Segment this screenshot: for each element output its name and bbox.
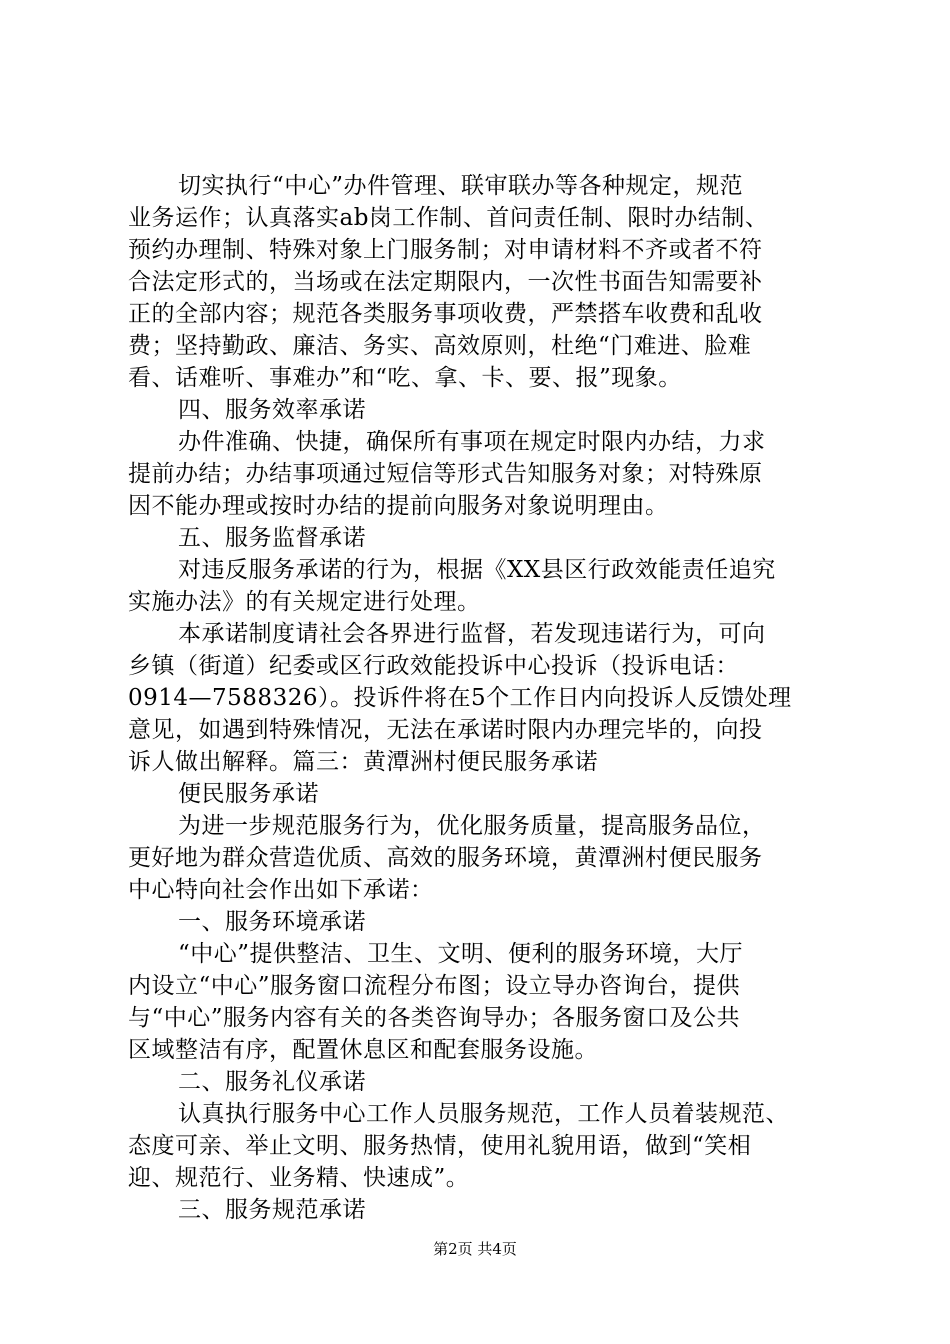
text-line: 为进一步规范服务行为，优化服务质量，提高服务品位， xyxy=(178,813,766,839)
text-line: 费；坚持勤政、廉洁、务实、高效原则，杜绝“门难进、脸难 xyxy=(128,333,752,359)
text-line: 四、服务效率承诺 xyxy=(178,397,366,423)
text-line: 与“中心”服务内容有关的各类咨询导办；各服务窗口及公共 xyxy=(128,1005,741,1031)
text-line: 二、服务礼仪承诺 xyxy=(178,1069,366,1095)
text-line: 本承诺制度请社会各界进行监督，若发现违诺行为，可向 xyxy=(178,621,766,647)
page-number-footer: 第2页 共4页 xyxy=(433,1240,517,1258)
text-line: 区域整洁有序，配置休息区和配套服务设施。 xyxy=(128,1037,598,1063)
text-line: 看、话难听、事难办”和“吃、拿、卡、要、报”现象。 xyxy=(128,365,682,391)
text-line: 三、服务规范承诺 xyxy=(178,1197,366,1223)
text-line: 办件准确、快捷，确保所有事项在规定时限内办结，力求 xyxy=(178,429,766,455)
text-line: 中心特向社会作出如下承诺： xyxy=(128,877,434,903)
text-line: 认真执行服务中心工作人员服务规范，工作人员着装规范、 xyxy=(178,1101,789,1127)
text-line: 实施办法》的有关规定进行处理。 xyxy=(128,589,481,615)
text-line: 诉人做出解释。篇三：黄潭洲村便民服务承诺 xyxy=(128,749,598,775)
text-line: 便民服务承诺 xyxy=(178,781,319,807)
text-line: 0914—7588326）。投诉件将在5个工作日内向投诉人反馈处理 xyxy=(128,685,792,711)
text-line: 合法定形式的，当场或在法定期限内，一次性书面告知需要补 xyxy=(128,269,763,295)
text-line: 五、服务监督承诺 xyxy=(178,525,366,551)
text-line: “中心”提供整洁、卫生、文明、便利的服务环境，大厅 xyxy=(178,941,744,967)
text-line: 更好地为群众营造优质、高效的服务环境，黄潭洲村便民服务 xyxy=(128,845,763,871)
text-line: 对违反服务承诺的行为，根据《XX县区行政效能责任追究 xyxy=(178,557,776,583)
document-body xyxy=(128,170,838,1226)
text-line: 业务运作；认真落实ab岗工作制、首问责任制、限时办结制、 xyxy=(128,205,769,231)
text-line: 切实执行“中心”办件管理、联审联办等各种规定，规范 xyxy=(178,173,744,199)
text-line: 提前办结；办结事项通过短信等形式告知服务对象；对特殊原 xyxy=(128,461,763,487)
text-line: 内设立“中心”服务窗口流程分布图；设立导办咨询台，提供 xyxy=(128,973,741,999)
text-line: 一、服务环境承诺 xyxy=(178,909,366,935)
text-line: 意见，如遇到特殊情况，无法在承诺时限内办理完毕的，向投 xyxy=(128,717,763,743)
text-line: 因不能办理或按时办结的提前向服务对象说明理由。 xyxy=(128,493,669,519)
text-line: 迎、规范行、业务精、快速成”。 xyxy=(128,1165,470,1191)
text-line: 预约办理制、特殊对象上门服务制；对申请材料不齐或者不符 xyxy=(128,237,763,263)
text-line: 态度可亲、举止文明、服务热情，使用礼貌用语，做到“笑相 xyxy=(128,1133,752,1159)
text-line: 乡镇（街道）纪委或区行政效能投诉中心投诉（投诉电话： xyxy=(128,653,739,679)
text-line: 正的全部内容；规范各类服务事项收费，严禁搭车收费和乱收 xyxy=(128,301,763,327)
